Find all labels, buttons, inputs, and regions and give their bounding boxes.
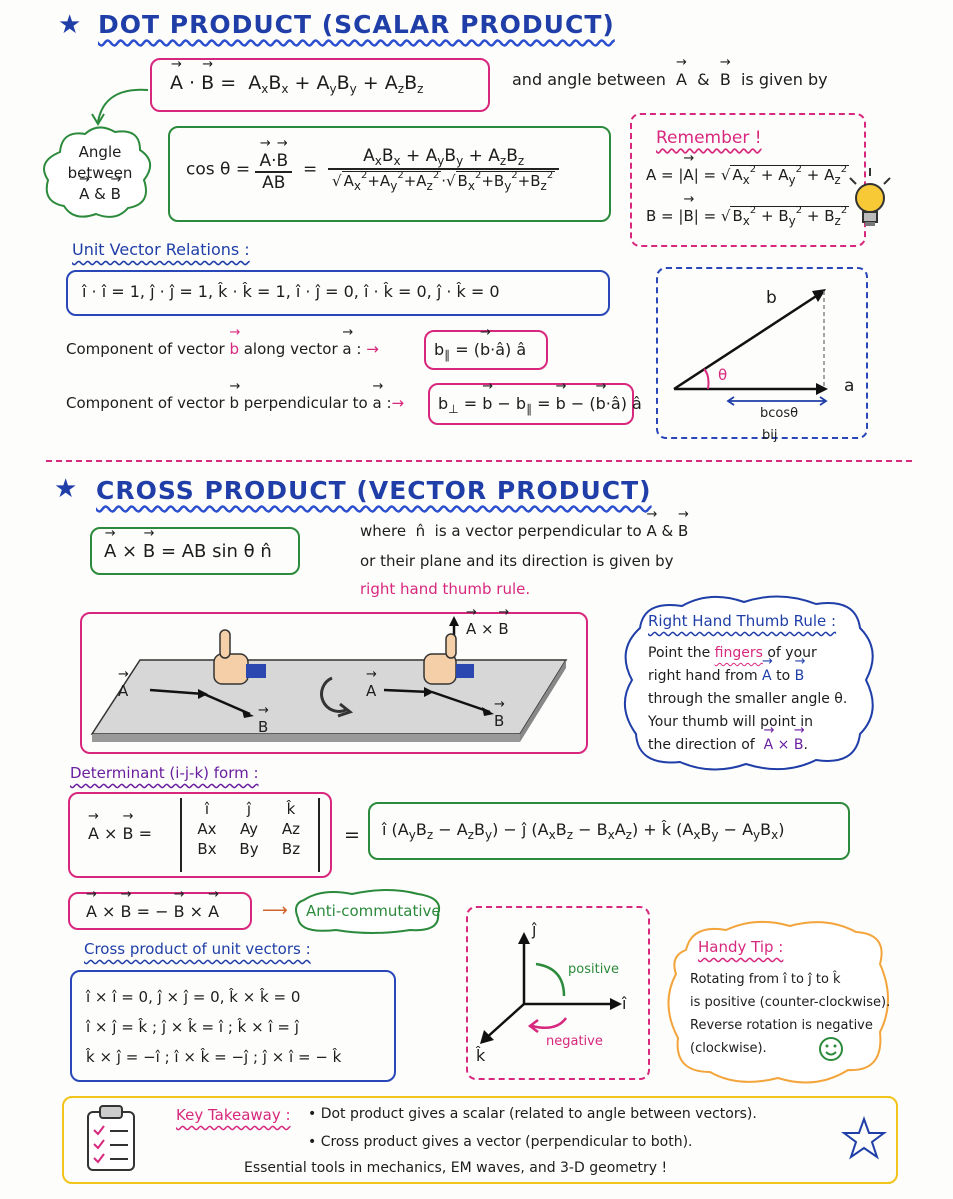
unit-title: Unit Vector Relations : <box>72 240 250 259</box>
rule-text <box>648 642 847 757</box>
cloud-label: Angle between → A & → B <box>58 142 142 205</box>
rule-line-1: Point the fingers of your <box>648 645 817 661</box>
det-r1c0: Ax <box>197 820 217 838</box>
scene-a-left: → A <box>118 682 128 700</box>
det-r2c2: Bz <box>281 840 301 858</box>
takeaway-line-3: Essential tools in mechanics, EM waves, and 3-D geometry ! <box>244 1160 668 1176</box>
det-title: Determinant (i-j-k) form : <box>70 764 259 782</box>
cross-desc-3: right hand thumb rule. <box>360 580 531 598</box>
scene-b-left: → B <box>258 718 268 736</box>
lightbulb-icon <box>846 168 896 232</box>
takeaway-title: Key Takeaway : <box>176 1106 291 1124</box>
cross-title: CROSS PRODUCT (VECTOR PRODUCT) <box>96 476 652 505</box>
diagram-bij-label: bij <box>762 428 778 443</box>
det-grid <box>186 800 312 858</box>
tip-title: Handy Tip : <box>698 938 784 956</box>
unit-cross-row-2: î × ĵ = k̂ ; ĵ × k̂ = î ; k̂ × î = ĵ <box>86 1018 299 1036</box>
cross-title-star-icon: ★ <box>54 474 78 504</box>
tip-line-4: (clockwise). <box>690 1041 767 1056</box>
diagram-b-label: b <box>766 288 777 308</box>
rule-title: Right Hand Thumb Rule : <box>648 612 837 630</box>
takeaway-bullet-2: • Cross product gives a vector (perpendicular to both). <box>308 1134 693 1150</box>
comp-perp-label: Component of vector → b perpendicular to → a :→ <box>66 394 404 412</box>
det-expansion: î $(A_yB_z - A_zB_y)$ − ĵ $(A_xB_z - B_xA_z)$ + k̂ $(A_xB_y - A_yB_x)$ <box>382 820 785 842</box>
hand-scene <box>80 612 588 754</box>
det-r2c0: Bx <box>197 840 217 858</box>
mag-a: A = |→ A| = √ $A_x^2 + A_y^2 + A_z^2$ <box>646 164 849 187</box>
det-equals: = <box>344 824 360 846</box>
diagram-bcos-label: bcosθ <box>760 406 799 421</box>
anti-formula: → A × → B = − → B × → A <box>86 902 219 921</box>
tip-line-2: is positive (counter-clockwise). <box>690 995 891 1010</box>
diagram-a-label: a <box>844 376 855 396</box>
comp-parallel-formula: $b_\parallel$ = (→ b·â) â <box>434 340 526 362</box>
thumbs-up-hand-right-icon <box>424 634 474 684</box>
rule-line-4: Your thumb will point in <box>648 714 814 730</box>
cross-desc-2: or their plane and its direction is given by <box>360 552 674 570</box>
smiley-icon <box>818 1036 844 1062</box>
anti-arrow-icon: ⟶ <box>262 900 288 921</box>
unit-cross-row-1: î × î = 0, ĵ × ĵ = 0, k̂ × k̂ = 0 <box>86 988 301 1006</box>
dot-title: DOT PRODUCT (SCALAR PRODUCT) <box>98 10 615 39</box>
unit-cross-rows <box>86 982 341 1072</box>
axis-negative-label: negative <box>546 1034 603 1049</box>
unit-relations: î · î = 1, ĵ · ĵ = 1, k̂ · k̂ = 1, î · ĵ = 0, î · k̂ = 0, ĵ · k̂ = 0 <box>82 282 500 301</box>
axis-positive-label: positive <box>568 962 619 977</box>
det-r1c2: Az <box>281 820 301 838</box>
dot-formula: → A · → $B = A_xB_x + A_yB_y + A_zB_z$ <box>170 72 423 96</box>
tip-line-1: Rotating from î to ĵ to k̂ <box>690 972 841 987</box>
cos-lhs: cos θ = <box>186 159 251 180</box>
axes-diagram <box>466 906 650 1080</box>
det-r0c0: î <box>204 800 210 818</box>
takeaway-bullet-1: • Dot product gives a scalar (related to angle between vectors). <box>308 1106 757 1122</box>
scene-axb: → A × → B <box>466 620 509 638</box>
cos-formula: cos θ = → $\frac{A\cdot\to B}{AB}$ = $\frac{A_xB_x + A_yB_y + A_zB_z}{√ A_x^2+A_y^2+A_z^2 \cdot√ B_x^2+B_y^2+B_z^2}$ <box>186 146 559 193</box>
thumbs-up-hand-left-icon <box>214 630 266 684</box>
dot-title-star-icon: ★ <box>58 10 82 40</box>
diagram-theta-label: θ <box>718 366 728 384</box>
star-outline-icon <box>842 1116 886 1160</box>
angle-text: and angle between → A & → B is given by <box>512 70 828 89</box>
section-divider <box>46 460 912 462</box>
scene-a-right: → A <box>366 682 376 700</box>
tip-line-3: Reverse rotation is negative <box>690 1018 873 1033</box>
det-r1c1: Ay <box>239 820 259 838</box>
axis-k-label: k̂ <box>476 1046 486 1065</box>
tip-text <box>690 968 890 1060</box>
cross-formula: → A × → B = AB sin θ n̂ <box>104 541 272 562</box>
det-r0c1: ĵ <box>246 800 252 818</box>
clipboard-checklist-icon <box>84 1104 140 1174</box>
rule-line-2: right hand from → A to → B <box>648 665 847 688</box>
comp-parallel-label: Component of vector → b along vector → a : → <box>66 340 379 358</box>
remember-title: Remember ! <box>656 128 762 148</box>
rule-line-5: the direction of → A × → B. <box>648 734 847 757</box>
comp-perp-formula: $b_\perp$ = → $b - b_\parallel$ = → b − (→ b·â) â <box>438 394 642 416</box>
unit-cross-title: Cross product of unit vectors : <box>84 940 311 958</box>
mag-b: B = |→ B| = √ $B_x^2 + B_y^2 + B_z^2$ <box>646 205 849 228</box>
rule-line-3: through the smaller angle θ. <box>648 691 848 707</box>
axis-i-label: î <box>622 994 627 1013</box>
unit-cross-row-3: k̂ × ĵ = −î ; î × k̂ = −ĵ ; ĵ × î = − k̂ <box>86 1048 342 1066</box>
anti-label: Anti-commutative <box>306 902 441 920</box>
cross-desc-1: where n̂ is a vector perpendicular to → A & → B <box>360 522 688 540</box>
det-r2c1: By <box>239 840 259 858</box>
scene-b-right: → B <box>494 712 504 730</box>
det-lhs: → A × → B = <box>88 824 152 843</box>
axis-j-label: ĵ <box>532 920 537 939</box>
det-r0c2: k̂ <box>286 800 296 818</box>
